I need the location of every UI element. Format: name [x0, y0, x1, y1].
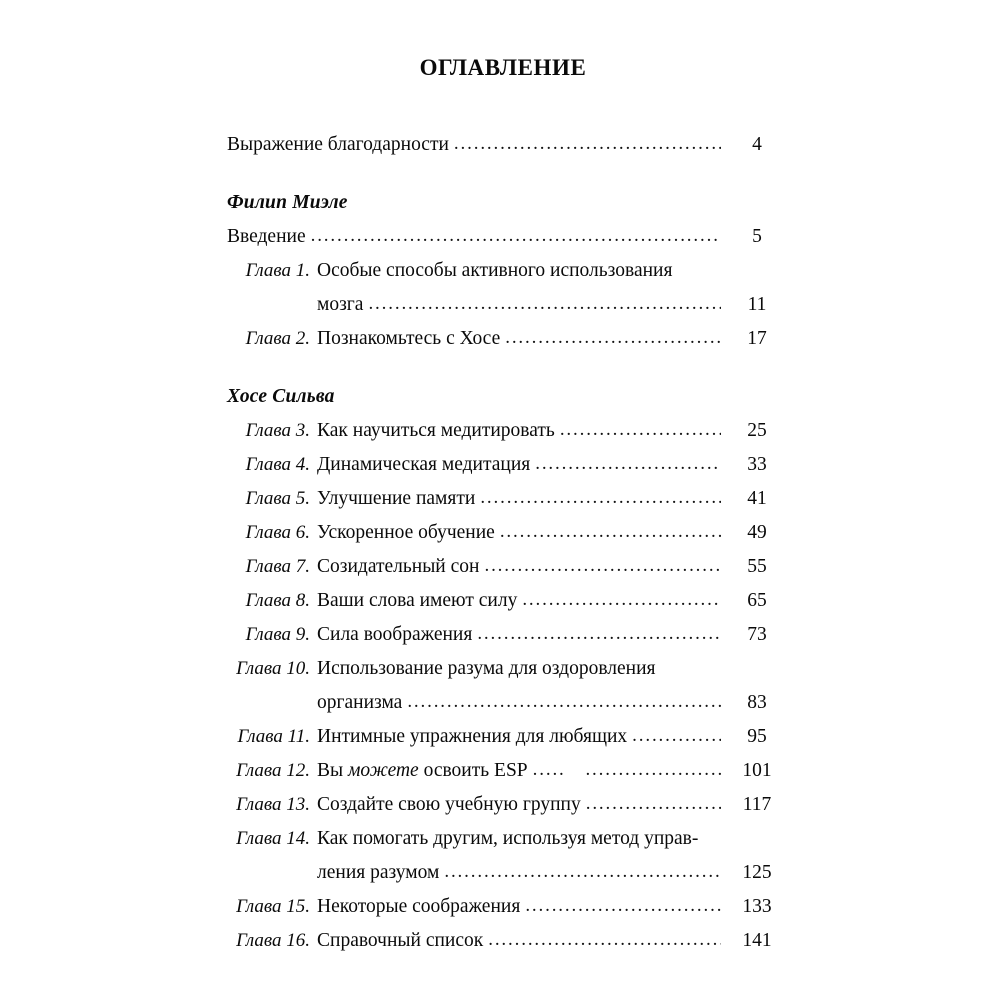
entry-title-text: Введение — [227, 226, 306, 247]
entry-title-text: Как научиться медитировать — [317, 420, 555, 441]
entry-title-text: Ускоренное обучение — [317, 522, 495, 543]
page-number[interactable]: 101 — [742, 760, 772, 781]
entry-title — [317, 288, 721, 322]
toc-row[interactable] — [227, 322, 793, 356]
page-number[interactable]: 117 — [742, 794, 772, 815]
entry-title — [317, 754, 721, 788]
chapter-label: Глава 5. — [245, 488, 310, 509]
page-number[interactable]: 17 — [747, 328, 767, 349]
entry-leader-line — [317, 550, 721, 584]
entry-title-line — [317, 254, 721, 288]
chapter-label: Глава 16. — [236, 930, 310, 951]
entry-leader-line — [227, 220, 721, 254]
page-number[interactable]: 83 — [747, 692, 767, 713]
entry-title-text: ления разумом — [317, 862, 440, 883]
entry-leader-line — [317, 924, 721, 958]
entry-title — [317, 482, 721, 516]
entry-leader-line — [317, 516, 721, 550]
page-number[interactable]: 25 — [747, 420, 767, 441]
page-number[interactable]: 11 — [747, 294, 767, 315]
entry-title-text: Интимные упражнения для любящих — [317, 726, 628, 747]
dot-leader — [368, 288, 721, 321]
entry-title — [317, 618, 721, 652]
entry-leader-line — [317, 788, 721, 822]
entry-leader-line — [317, 890, 721, 924]
chapter-label: Глава 6. — [245, 522, 310, 543]
toc-list — [227, 128, 793, 958]
entry-title-text: мозга — [317, 294, 364, 315]
dot-leader — [535, 448, 721, 481]
entry-title-text: Ваши слова имеют силу — [317, 590, 518, 611]
entry-title-text: Справочный список — [317, 930, 484, 951]
toc-row[interactable] — [227, 448, 793, 482]
dot-leader — [477, 618, 721, 651]
section-spacer — [227, 356, 793, 380]
chapter-label: Глава 9. — [245, 624, 310, 645]
entry-leader-line — [317, 414, 721, 448]
chapter-label: Глава 13. — [236, 794, 310, 815]
entry-title — [317, 584, 721, 618]
dot-leader — [311, 220, 721, 253]
entry-title — [317, 788, 721, 822]
dot-leader — [560, 414, 721, 447]
entry-title-text: Улучшение памяти — [317, 488, 476, 509]
toc-row[interactable] — [227, 128, 793, 162]
entry-title — [317, 448, 721, 482]
entry-title — [317, 550, 721, 584]
entry-title-text: Выражение благодарности — [227, 134, 449, 155]
toc-row[interactable] — [227, 686, 793, 720]
chapter-label: Глава 12. — [236, 760, 310, 781]
page-number[interactable]: 49 — [747, 522, 767, 543]
dot-leader — [444, 856, 721, 889]
entry-title-pre: Вы — [317, 760, 348, 781]
dot-leader — [632, 720, 721, 753]
page-number[interactable]: 133 — [742, 896, 772, 917]
page-number[interactable]: 73 — [747, 624, 767, 645]
author-heading: Хосе Сильва — [227, 386, 335, 407]
toc-row[interactable] — [227, 618, 793, 652]
page-number[interactable]: 41 — [747, 488, 767, 509]
dot-leader — [480, 482, 721, 515]
entry-title — [317, 516, 721, 550]
section-spacer — [227, 162, 793, 186]
entry-leader-line — [317, 618, 721, 652]
toc-row[interactable] — [227, 414, 793, 448]
entry-title — [317, 924, 721, 958]
toc-row[interactable] — [227, 550, 793, 584]
entry-leader-line — [317, 322, 721, 356]
toc-row[interactable] — [227, 584, 793, 618]
entry-title-text: Познакомьтесь с Хосе — [317, 328, 501, 349]
toc-row[interactable] — [227, 720, 793, 754]
entry-title-text: Как помогать другим, используя метод управ- — [317, 828, 699, 849]
entry-title — [317, 856, 721, 890]
dot-leader — [586, 788, 721, 821]
entry-title-line — [317, 822, 721, 856]
toc-row[interactable] — [227, 856, 793, 890]
toc-row[interactable] — [227, 754, 793, 788]
dot-leader — [454, 128, 721, 161]
entry-title-text: Сила воображения — [317, 624, 473, 645]
entry-title-text: Динамическая медитация — [317, 454, 531, 475]
entry-title — [227, 128, 721, 162]
page-number[interactable]: 4 — [752, 134, 762, 155]
dot-leader — [500, 516, 721, 549]
entry-leader-line — [317, 584, 721, 618]
dot-leader — [488, 924, 721, 957]
toc-row[interactable] — [227, 822, 793, 856]
entry-title-text: организма — [317, 692, 403, 713]
author-heading: Филип Миэле — [227, 192, 348, 213]
entry-title-text — [317, 754, 528, 788]
entry-title-text: Созидательный сон — [317, 556, 480, 577]
entry-title — [317, 686, 721, 720]
toc-row[interactable] — [227, 482, 793, 516]
chapter-label: Глава 11. — [237, 726, 310, 747]
entry-title — [317, 414, 721, 448]
entry-title-text: Использование разума для оздоровления — [317, 658, 656, 679]
entry-title-text: Создайте свою учебную группу — [317, 794, 581, 815]
dot-leader — [505, 322, 721, 355]
chapter-label: Глава 8. — [245, 590, 310, 611]
chapter-label: Глава 4. — [245, 454, 310, 475]
chapter-label: Глава 14. — [236, 828, 310, 849]
page-number[interactable]: 65 — [747, 590, 767, 611]
page-number[interactable]: 141 — [742, 930, 772, 951]
toc-row[interactable] — [227, 788, 793, 822]
entry-leader-line — [317, 720, 721, 754]
entry-title-post: освоить ESP — [418, 760, 528, 781]
entry-leader-line — [317, 856, 721, 890]
toc-row[interactable] — [227, 652, 793, 686]
page-number[interactable]: 125 — [742, 862, 772, 883]
toc-row[interactable] — [227, 288, 793, 322]
entry-leader-line — [227, 128, 721, 162]
entry-title-text: Некоторые соображения — [317, 896, 521, 917]
toc-row[interactable] — [227, 924, 793, 958]
entry-title-emphasis: можете — [347, 760, 419, 781]
page-number[interactable]: 5 — [752, 226, 762, 247]
page-number[interactable]: 55 — [747, 556, 767, 577]
entry-title — [317, 322, 721, 356]
toc-row[interactable] — [227, 220, 793, 254]
entry-leader-line — [317, 686, 721, 720]
chapter-label: Глава 2. — [245, 328, 310, 349]
toc-row[interactable] — [227, 516, 793, 550]
page-number[interactable]: 33 — [747, 454, 767, 475]
dot-leader — [484, 550, 721, 583]
page-title: ОГЛАВЛЕНИЕ — [419, 55, 587, 80]
toc-row[interactable] — [227, 254, 793, 288]
entry-leader-line — [317, 482, 721, 516]
chapter-label: Глава 15. — [236, 896, 310, 917]
toc-row[interactable] — [227, 890, 793, 924]
chapter-label: Глава 7. — [245, 556, 310, 577]
dot-leader — [522, 584, 721, 617]
page-number[interactable]: 95 — [747, 726, 767, 747]
entry-title — [317, 720, 721, 754]
entry-leader-line — [317, 754, 721, 788]
dot-leader — [407, 686, 721, 719]
dot-leader — [525, 890, 721, 923]
dot-leader — [533, 754, 721, 787]
chapter-label: Глава 3. — [245, 420, 310, 441]
entry-title-line — [317, 652, 721, 686]
entry-leader-line — [317, 448, 721, 482]
entry-title — [317, 890, 721, 924]
entry-title — [227, 220, 721, 254]
chapter-label: Глава 10. — [236, 658, 310, 679]
entry-title-text: Особые способы активного использования — [317, 260, 673, 281]
chapter-label: Глава 1. — [245, 260, 310, 281]
entry-leader-line — [317, 288, 721, 322]
